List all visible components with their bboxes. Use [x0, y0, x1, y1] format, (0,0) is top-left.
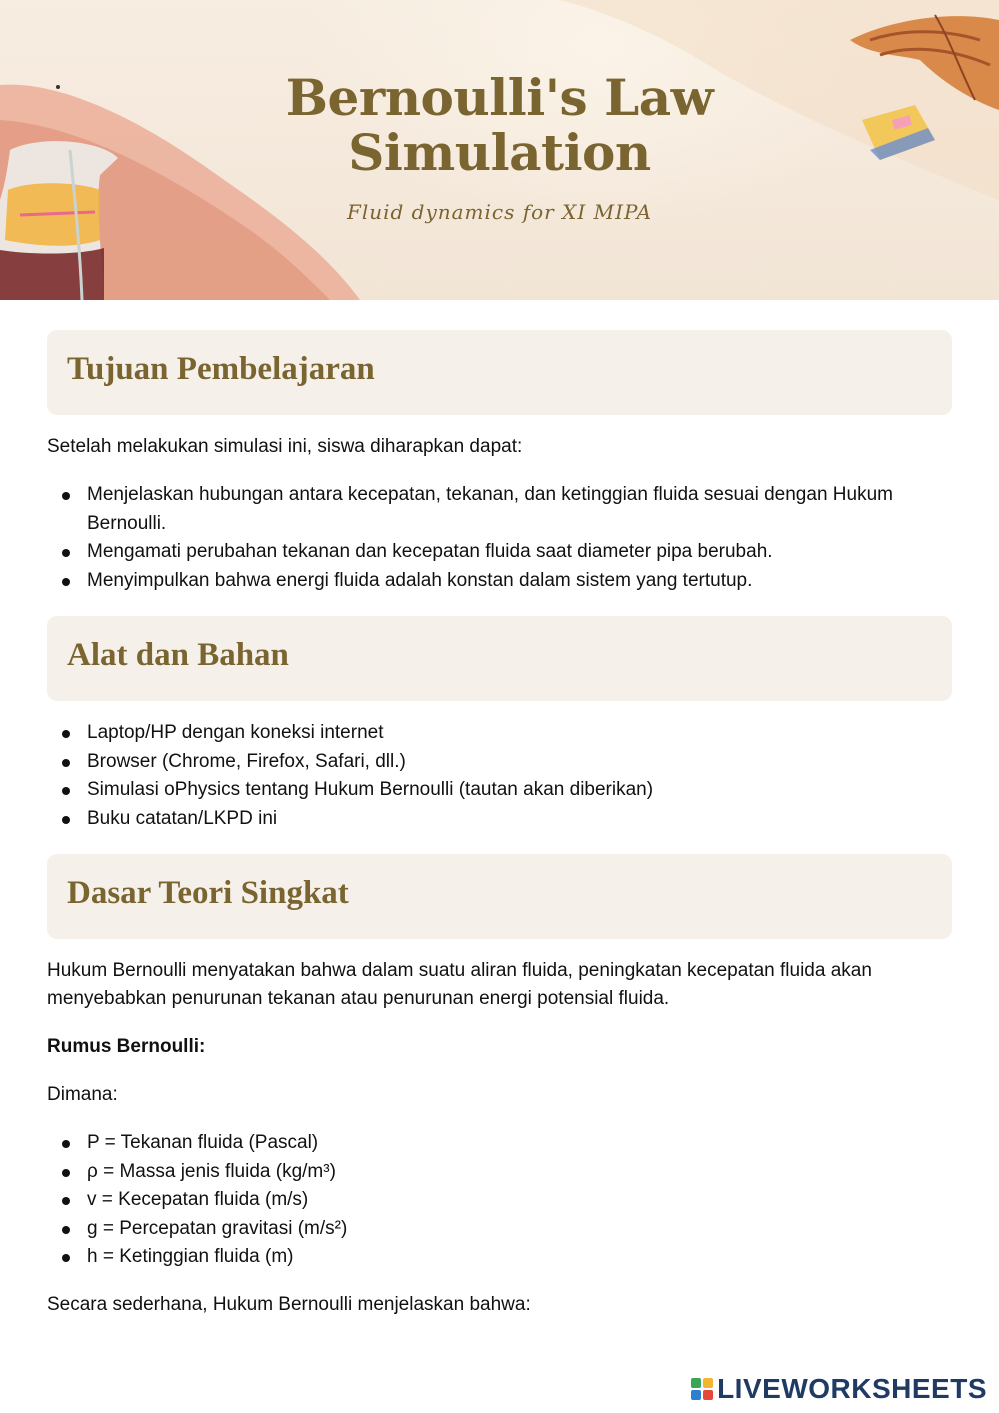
list-item-text: Menjelaskan hubungan antara kecepatan, tekanan, dan ketinggian fluida sesuai dengan Hukum Bernoulli. [87, 484, 893, 534]
title-line-1: Bernoulli's Law [285, 68, 714, 127]
list-item-text: Laptop/HP dengan koneksi internet [87, 722, 384, 743]
liveworksheets-logo[interactable] [691, 1373, 987, 1405]
section-header-teori [47, 854, 952, 939]
bullet-icon [62, 1140, 70, 1148]
list-item [47, 776, 952, 805]
list-item-text: Buku catatan/LKPD ini [87, 807, 278, 829]
list-item-text: P = Tekanan fluida (Pascal) [87, 1132, 319, 1153]
list-item-text: ρ = Massa jenis fluida (kg/m³) [87, 1160, 336, 1182]
brand-name: LIVEWORKSHEETS [717, 1373, 987, 1404]
section-heading: Alat dan Bahan [67, 637, 289, 673]
list-item [47, 567, 952, 596]
section-header-alat [47, 616, 952, 701]
header-banner [0, 0, 999, 300]
objectives-list [47, 481, 952, 595]
page-title [0, 70, 999, 180]
section-header-tujuan [47, 330, 952, 415]
list-item [47, 748, 952, 777]
bullet-icon [62, 578, 70, 586]
list-item [47, 805, 952, 834]
bullet-icon [62, 787, 70, 795]
list-item [47, 481, 952, 538]
list-item [47, 1129, 952, 1158]
bullet-icon [62, 1197, 70, 1205]
bullet-icon [62, 759, 70, 767]
formula-label: Rumus Bernoulli: [47, 1036, 206, 1057]
list-item-text: g = Percepatan gravitasi (m/s²) [87, 1217, 348, 1239]
bullet-icon [62, 816, 70, 824]
section-heading: Dasar Teori Singkat [67, 875, 349, 911]
bullet-icon [62, 730, 70, 738]
bullet-icon [62, 1226, 70, 1234]
section-heading: Tujuan Pembelajaran [67, 351, 375, 387]
bullet-icon [62, 492, 70, 500]
list-item-text: h = Ketinggian fluida (m) [87, 1246, 294, 1267]
bullet-icon [62, 1254, 70, 1262]
list-item-text: Menyimpulkan bahwa energi fluida adalah konstan dalam sistem yang tertutup. [87, 569, 753, 591]
list-item [47, 1215, 952, 1244]
title-line-2: Simulation [348, 123, 651, 182]
materials-list [47, 719, 952, 833]
list-item [47, 1158, 952, 1187]
list-item-text: Mengamati perubahan tekanan dan kecepatan fluida saat diameter pipa berubah. [87, 541, 773, 562]
liveworksheets-icon [691, 1378, 713, 1400]
closing-text: Secara sederhana, Hukum Bernoulli menjelaskan bahwa: [47, 1294, 531, 1315]
section-intro: Setelah melakukan simulasi ini, siswa diharapkan dapat: [47, 436, 523, 457]
variables-list [47, 1129, 952, 1272]
list-item [47, 719, 952, 748]
list-item [47, 1186, 952, 1215]
list-item [47, 538, 952, 567]
theory-paragraph: Hukum Bernoulli menyatakan bahwa dalam suatu aliran fluida, peningkatan kecepatan fluida akan menyebabkan penurunan tekanan atau penurunan energi potensial fluida. [47, 960, 872, 1009]
bullet-icon [62, 1169, 70, 1177]
page-subtitle: Fluid dynamics for XI MIPA [346, 200, 653, 224]
where-label: Dimana: [47, 1084, 118, 1105]
bullet-icon [62, 549, 70, 557]
list-item [47, 1243, 952, 1272]
list-item-text: Simulasi oPhysics tentang Hukum Bernoulli (tautan akan diberikan) [87, 779, 654, 800]
list-item-text: Browser (Chrome, Firefox, Safari, dll.) [87, 750, 406, 772]
list-item-text: v = Kecepatan fluida (m/s) [87, 1189, 309, 1210]
